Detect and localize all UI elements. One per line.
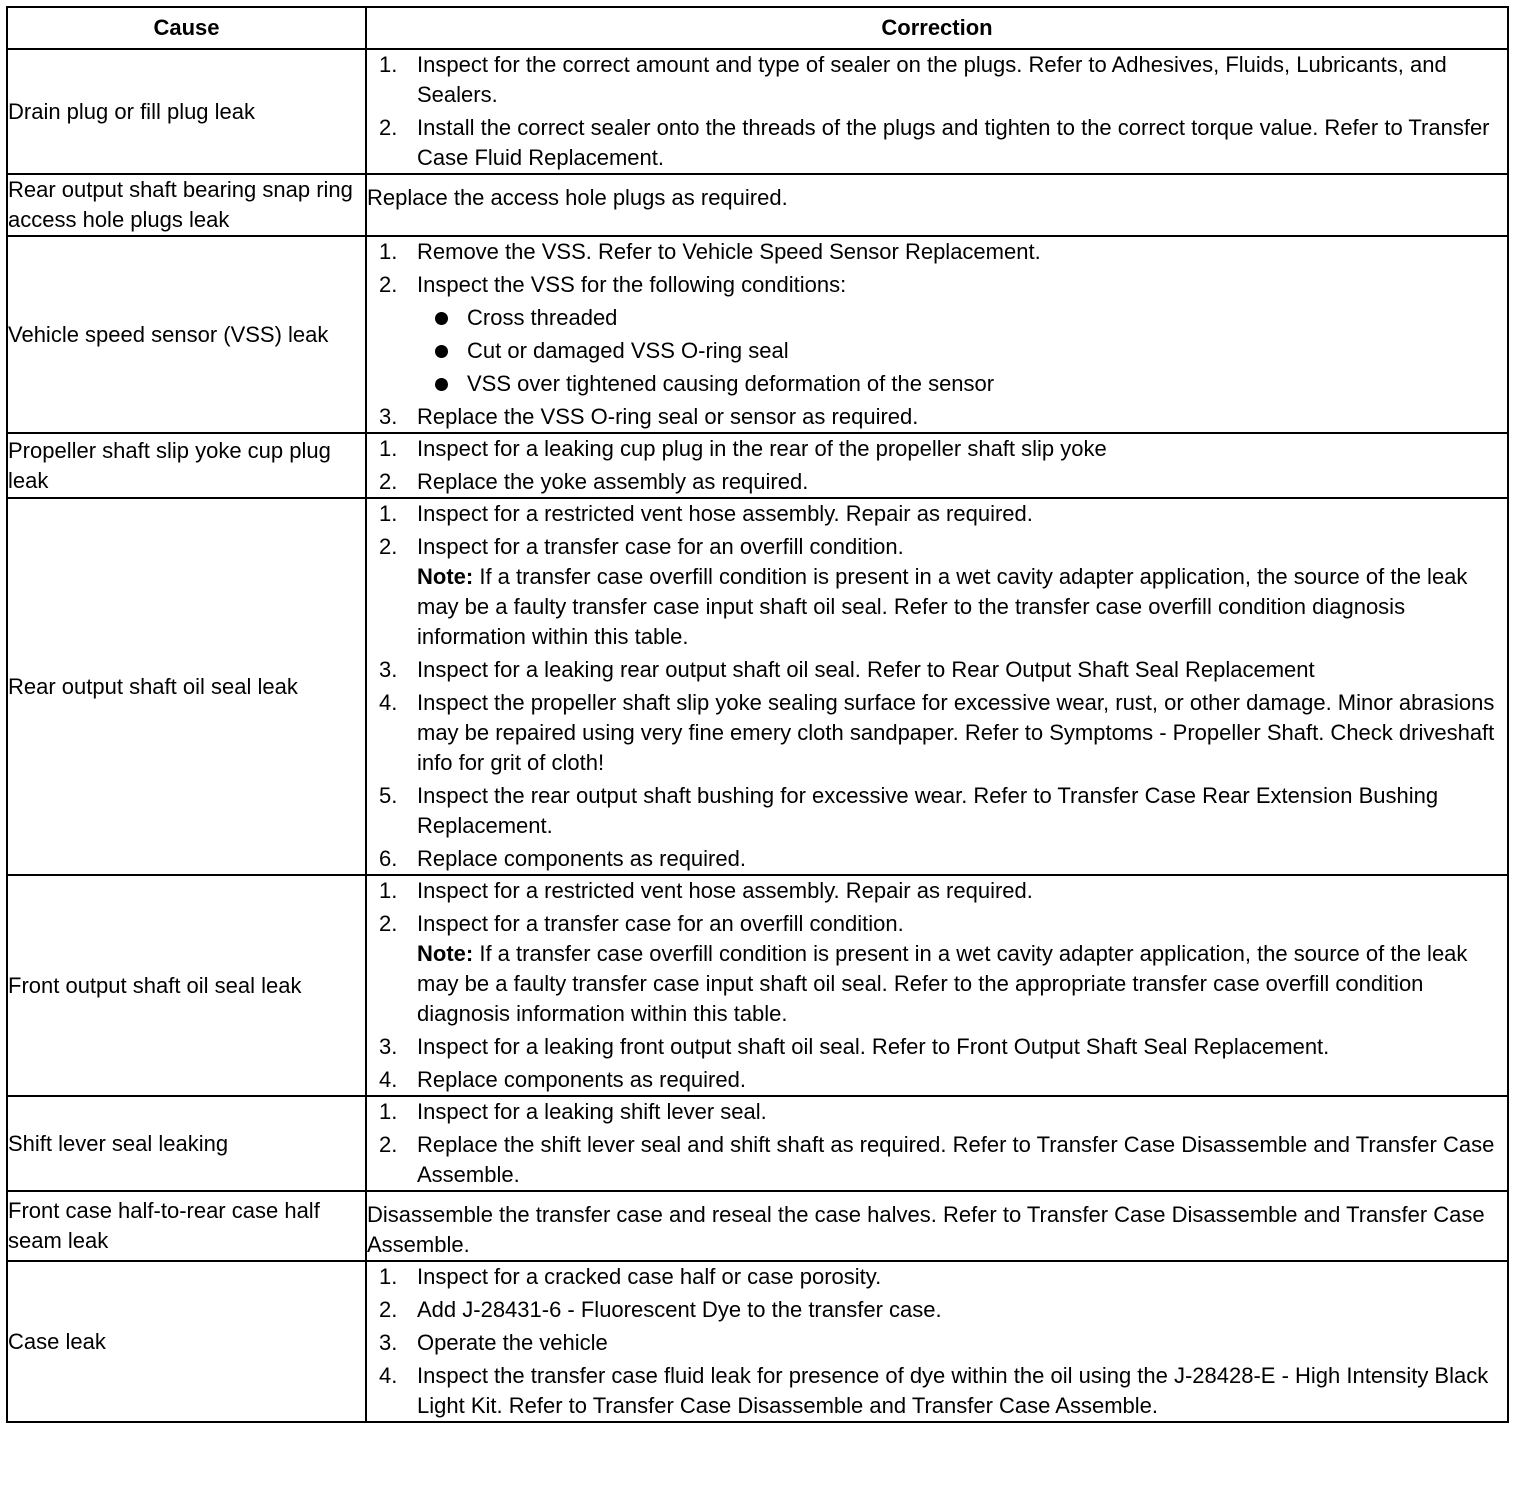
cause-cell: Rear output shaft oil seal leak (7, 498, 366, 875)
step-item (367, 1361, 1507, 1421)
step-text: Inspect for a cracked case half or case porosity. (417, 1264, 882, 1289)
table-row (7, 433, 1508, 498)
step-number: 1. (379, 239, 398, 264)
step-text: Operate the vehicle (417, 1330, 608, 1355)
step-number: 2. (379, 1297, 398, 1322)
bullet-item (417, 336, 1507, 366)
bullet-dot-icon (435, 345, 448, 358)
step-list (367, 50, 1507, 173)
step-list (367, 1097, 1507, 1190)
diagnosis-table (6, 6, 1509, 1423)
step-text: Install the correct sealer onto the threads of the plugs and tighten to the correct torque value. Refer to Transfer Case Fluid Replacement. (417, 115, 1490, 170)
cause-cell: Front case half-to-rear case half seam leak (7, 1191, 366, 1261)
step-item (367, 876, 1507, 906)
step-number: 1. (379, 436, 398, 461)
step-number: 3. (379, 1330, 398, 1355)
bullet-text: Cross threaded (467, 305, 618, 330)
correction-cell: Replace the access hole plugs as required. (366, 174, 1508, 236)
step-text: Inspect for a transfer case for an overfill condition. (417, 534, 904, 559)
step-item (367, 402, 1507, 432)
step-text: Replace the VSS O-ring seal or sensor as required. (417, 404, 919, 429)
cause-cell: Propeller shaft slip yoke cup plug leak (7, 433, 366, 498)
step-item (367, 467, 1507, 497)
step-text: Inspect for a restricted vent hose assembly. Repair as required. (417, 878, 1033, 903)
header-row (7, 7, 1508, 49)
step-number: 4. (379, 1067, 398, 1092)
step-text: Inspect for a leaking shift lever seal. (417, 1099, 767, 1124)
table-row (7, 498, 1508, 875)
step-item (367, 532, 1507, 652)
step-text: Inspect for a leaking front output shaft oil seal. Refer to Front Output Shaft Seal Replacement. (417, 1034, 1330, 1059)
step-item (367, 1328, 1507, 1358)
correction-cell (366, 875, 1508, 1096)
correction-cell (366, 49, 1508, 174)
correction-cell (366, 498, 1508, 875)
step-number: 5. (379, 783, 398, 808)
table-row (7, 1261, 1508, 1422)
step-list (367, 499, 1507, 874)
step-list (367, 237, 1507, 432)
step-number: 3. (379, 657, 398, 682)
step-text: Inspect the VSS for the following conditions: (417, 272, 847, 297)
note-label: Note: (417, 564, 474, 589)
step-item (367, 113, 1507, 173)
note-text: If a transfer case overfill condition is present in a wet cavity adapter application, the source of the leak may be a faulty transfer case input shaft oil seal. Refer to the transfer case overfill condition diagnosis information within this table. (417, 564, 1468, 649)
cause-cell: Front output shaft oil seal leak (7, 875, 366, 1096)
header-correction: Correction (366, 7, 1508, 49)
bullet-text: Cut or damaged VSS O-ring seal (467, 338, 789, 363)
step-number: 1. (379, 1099, 398, 1124)
step-text: Add J-28431-6 - Fluorescent Dye to the transfer case. (417, 1297, 942, 1322)
step-item (367, 237, 1507, 267)
note-label: Note: (417, 941, 474, 966)
bullet-dot-icon (435, 312, 448, 325)
step-item (367, 1032, 1507, 1062)
step-item (367, 1130, 1507, 1190)
step-list (367, 434, 1507, 497)
step-text: Inspect for the correct amount and type of sealer on the plugs. Refer to Adhesives, Fluids, Lubricants, and Sealers. (417, 52, 1447, 107)
table-row (7, 236, 1508, 433)
table-row (7, 1096, 1508, 1191)
step-text: Remove the VSS. Refer to Vehicle Speed Sensor Replacement. (417, 239, 1041, 264)
table-row (7, 174, 1508, 236)
step-item (367, 270, 1507, 399)
bullet-dot-icon (435, 378, 448, 391)
cause-cell: Shift lever seal leaking (7, 1096, 366, 1191)
step-text: Inspect the transfer case fluid leak for presence of dye within the oil using the J-28428-E - High Intensity Black Light Kit. Refer to Transfer Case Disassemble and Transfer Case Assemble. (417, 1363, 1489, 1418)
step-list (367, 876, 1507, 1095)
step-number: 6. (379, 846, 398, 871)
cause-cell: Vehicle speed sensor (VSS) leak (7, 236, 366, 433)
correction-cell (366, 1096, 1508, 1191)
step-item (367, 909, 1507, 1029)
step-item (367, 1295, 1507, 1325)
step-number: 2. (379, 469, 398, 494)
bullet-text: VSS over tightened causing deformation of the sensor (467, 371, 995, 396)
step-item (367, 1065, 1507, 1095)
step-number: 3. (379, 404, 398, 429)
bullet-item (417, 303, 1507, 333)
step-item (367, 781, 1507, 841)
step-number: 2. (379, 534, 398, 559)
step-item (367, 50, 1507, 110)
table-body (7, 49, 1508, 1422)
cause-cell: Case leak (7, 1261, 366, 1422)
step-number: 4. (379, 1363, 398, 1388)
table-row (7, 49, 1508, 174)
cause-cell: Rear output shaft bearing snap ring access hole plugs leak (7, 174, 366, 236)
step-text: Inspect for a leaking rear output shaft oil seal. Refer to Rear Output Shaft Seal Replacement (417, 657, 1315, 682)
step-number: 2. (379, 272, 398, 297)
note-block (417, 939, 1507, 1029)
step-number: 3. (379, 1034, 398, 1059)
step-number: 2. (379, 115, 398, 140)
step-text: Inspect the propeller shaft slip yoke sealing surface for excessive wear, rust, or other damage. Minor abrasions may be repaired using very fine emery cloth sandpaper. Refer to Symptoms - Propeller Shaft. Check driveshaft info for grit of cloth! (417, 690, 1495, 775)
step-item (367, 688, 1507, 778)
step-text: Replace components as required. (417, 846, 746, 871)
step-text: Replace the shift lever seal and shift shaft as required. Refer to Transfer Case Disassemble and Transfer Case Assemble. (417, 1132, 1495, 1187)
step-item (367, 1262, 1507, 1292)
step-item (367, 844, 1507, 874)
bullet-item (417, 369, 1507, 399)
header-cause: Cause (7, 7, 366, 49)
step-text: Inspect for a restricted vent hose assembly. Repair as required. (417, 501, 1033, 526)
step-number: 1. (379, 878, 398, 903)
note-block (417, 562, 1507, 652)
step-number: 2. (379, 911, 398, 936)
step-text: Inspect for a leaking cup plug in the rear of the propeller shaft slip yoke (417, 436, 1107, 461)
step-list (367, 1262, 1507, 1421)
step-number: 1. (379, 501, 398, 526)
correction-cell (366, 1261, 1508, 1422)
step-item (367, 1097, 1507, 1127)
table-row (7, 1191, 1508, 1261)
bullet-list (417, 303, 1507, 399)
correction-cell (366, 433, 1508, 498)
step-text: Inspect for a transfer case for an overfill condition. (417, 911, 904, 936)
cause-cell: Drain plug or fill plug leak (7, 49, 366, 174)
step-number: 1. (379, 52, 398, 77)
step-item (367, 434, 1507, 464)
table-row (7, 875, 1508, 1096)
step-number: 1. (379, 1264, 398, 1289)
correction-cell: Disassemble the transfer case and reseal the case halves. Refer to Transfer Case Disassemble and Transfer Case Assemble. (366, 1191, 1508, 1261)
step-number: 4. (379, 690, 398, 715)
correction-cell (366, 236, 1508, 433)
step-text: Replace the yoke assembly as required. (417, 469, 809, 494)
step-text: Replace components as required. (417, 1067, 746, 1092)
note-text: If a transfer case overfill condition is present in a wet cavity adapter application, the source of the leak may be a faulty transfer case input shaft oil seal. Refer to the appropriate transfer case overfill condition diagnosis information within this table. (417, 941, 1468, 1026)
step-text: Inspect the rear output shaft bushing for excessive wear. Refer to Transfer Case Rear Extension Bushing Replacement. (417, 783, 1439, 838)
step-item (367, 499, 1507, 529)
step-number: 2. (379, 1132, 398, 1157)
step-item (367, 655, 1507, 685)
